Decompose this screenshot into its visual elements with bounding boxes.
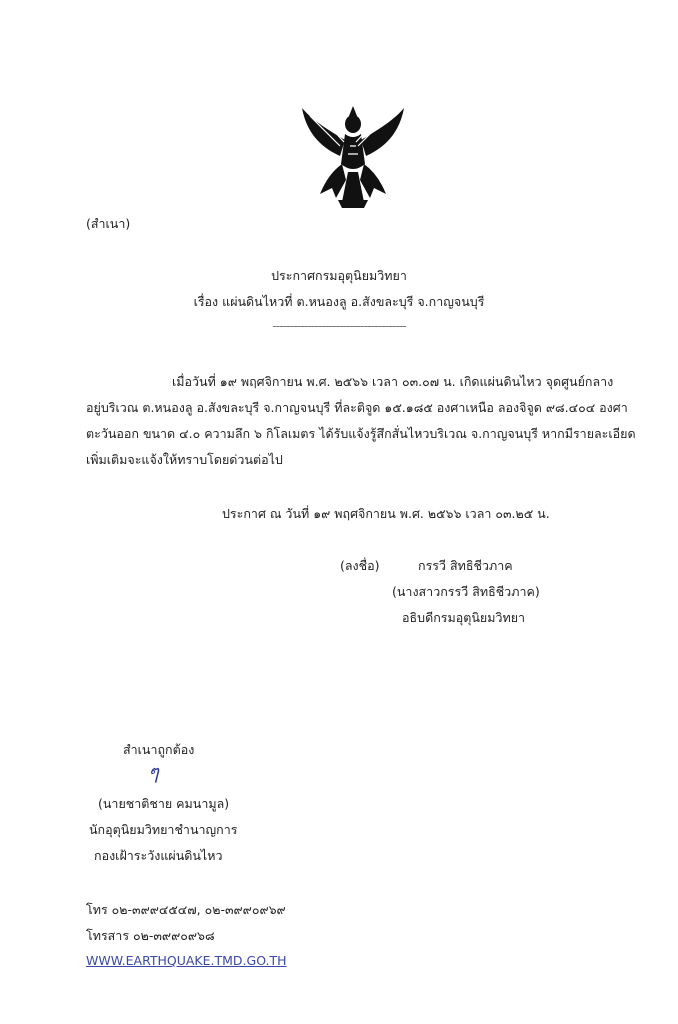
signed-label: (ลงชื่อ) bbox=[340, 558, 380, 573]
certifier-name: (นายชาติชาย คมนามูล) bbox=[98, 796, 230, 811]
certified-label: สำเนาถูกต้อง bbox=[123, 742, 195, 757]
announcement-date: ประกาศ ณ วันที่ ๑๙ พฤศจิกายน พ.ศ. ๒๕๖๖ เวลา ๐๓.๒๕ น. bbox=[222, 506, 550, 521]
signed-name: กรรวี สิทธิชีวภาค bbox=[418, 558, 513, 573]
signatory-full-name: (นางสาวกรรวี สิทธิชีวภาค) bbox=[392, 584, 540, 599]
document-subject: เรื่อง แผ่นดินไหวที่ ต.หนองลู อ.สังขละบุรี จ.กาญจนบุรี bbox=[193, 294, 485, 309]
signature: ๆ bbox=[148, 760, 159, 784]
body-line: อยู่บริเวณ ต.หนองลู อ.สังขละบุรี จ.กาญจนบุรี ที่ละติจูด ๑๕.๑๘๕ องศาเหนือ ลองจิจูด ๙๘.๔๐๔ องศา bbox=[86, 400, 628, 415]
document-title: ประกาศกรมอุตุนิยมวิทยา bbox=[271, 268, 407, 283]
phone-numbers: โทร ๐๒-๓๙๙๔๕๔๗, ๐๒-๓๙๙๐๙๖๙ bbox=[86, 902, 286, 917]
body-line: เมื่อวันที่ ๑๙ พฤศจิกายน พ.ศ. ๒๕๖๖ เวลา ๐๓.๐๗ น. เกิดแผ่นดินไหว จุดศูนย์กลาง bbox=[172, 374, 614, 389]
website-link[interactable]: WWW.EARTHQUAKE.TMD.GO.TH bbox=[86, 953, 287, 968]
fax-number: โทรสาร ๐๒-๓๙๙๐๙๖๘ bbox=[86, 928, 215, 943]
certifier-division: กองเฝ้าระวังแผ่นดินไหว bbox=[94, 848, 223, 863]
garuda-emblem bbox=[298, 100, 408, 212]
body-line: ตะวันออก ขนาด ๔.๐ ความลึก ๖ กิโลเมตร ได้รับแจ้งรู้สึกสั่นไหวบริเวณ จ.กาญจนบุรี หากมีรายละเอียด bbox=[86, 426, 636, 441]
certifier-position: นักอุตุนิยมวิทยาชำนาญการ bbox=[89, 822, 238, 837]
signatory-position: อธิบดีกรมอุตุนิยมวิทยา bbox=[402, 610, 526, 625]
divider: -------------------------------------- bbox=[272, 318, 406, 333]
body-line: เพิ่มเติมจะแจ้งให้ทราบโดยด่วนต่อไป bbox=[86, 452, 283, 467]
copy-label: (สำเนา) bbox=[86, 216, 131, 231]
